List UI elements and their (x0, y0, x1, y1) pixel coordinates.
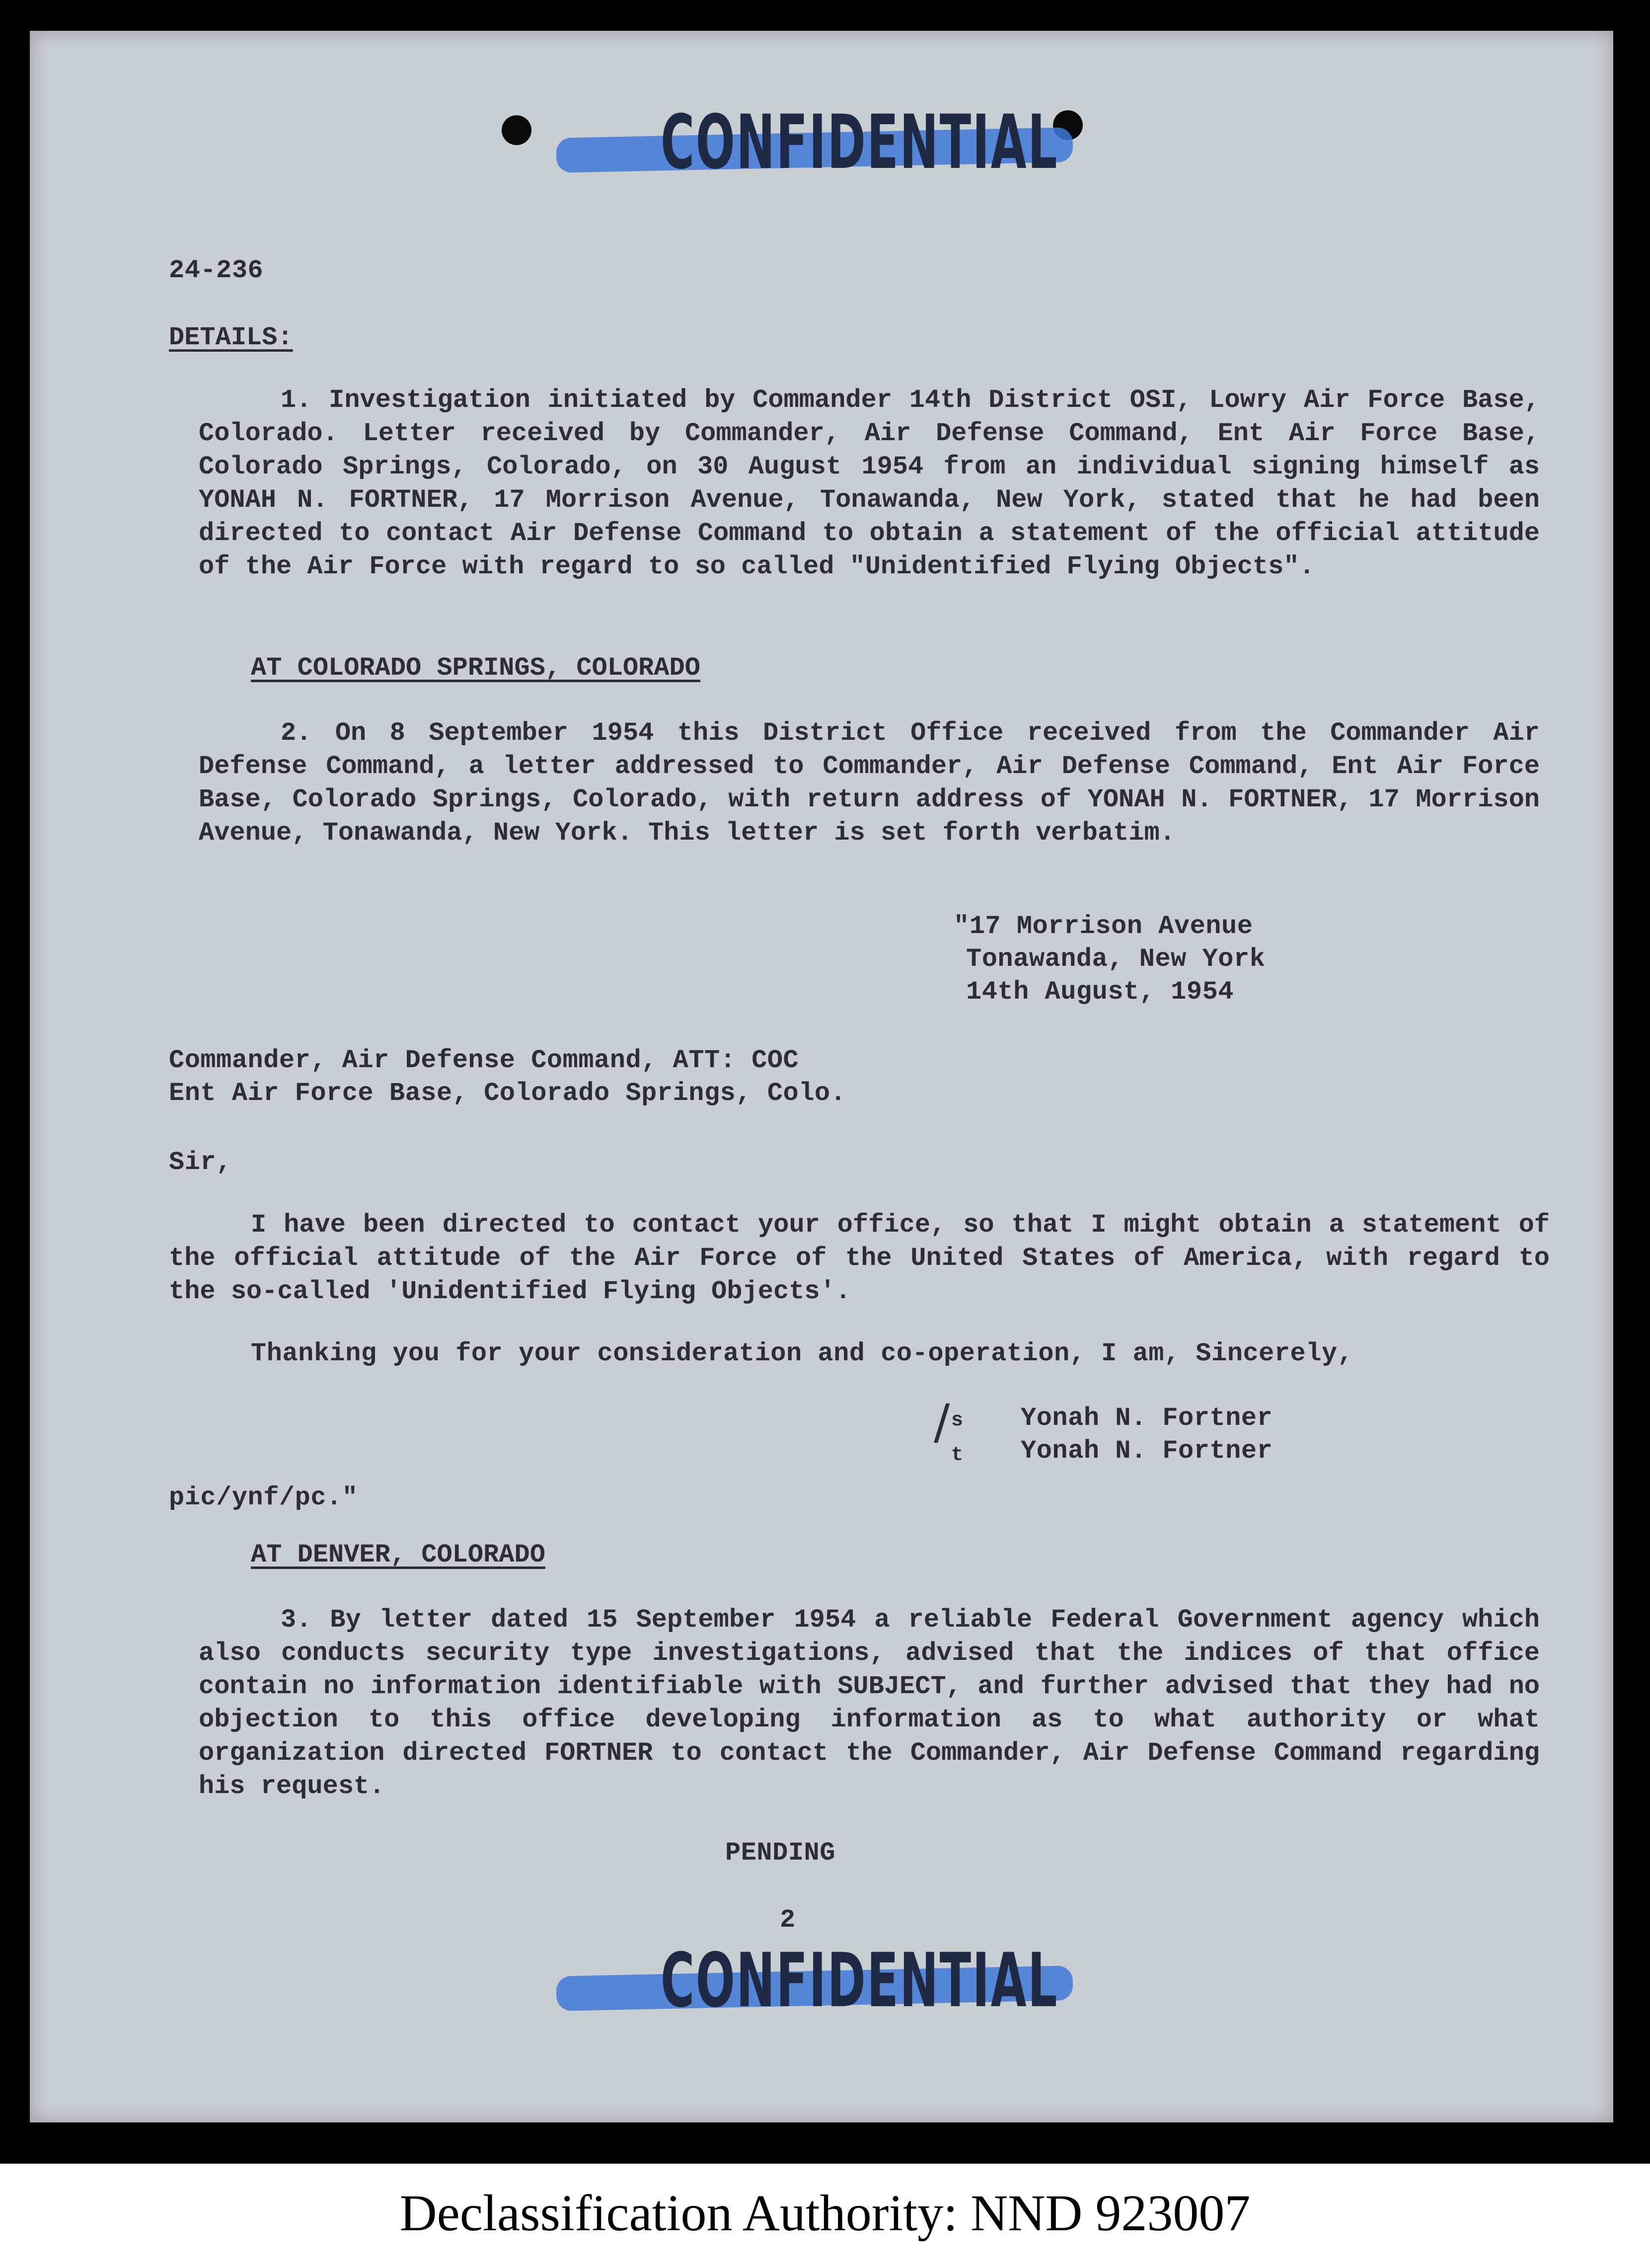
typed-name: Yonah N. Fortner (1021, 1436, 1273, 1466)
recipient-line2: Ent Air Force Base, Colorado Springs, Colo. (169, 1079, 846, 1108)
letter-closing: Thanking you for your consideration and co-operation, I am, Sincerely, (251, 1339, 1353, 1368)
punch-hole-left (502, 115, 531, 145)
signed-name: Yonah N. Fortner (1021, 1404, 1273, 1433)
confidential-stamp-bottom (566, 1938, 1063, 2024)
status-pending: PENDING (725, 1838, 835, 1868)
sig-s-mark: s (951, 1409, 964, 1432)
letter-reference: pic/ynf/pc." (169, 1483, 358, 1512)
declassification-footer: Declassification Authority: NND 923007 (399, 2185, 1251, 2242)
confidential-stamp-top (566, 99, 1063, 186)
paragraph-3: 3. By letter dated 15 September 1954 a reliable Federal Government agency which also conducts security type investigations, advised that the indices of that office contain no information identifiable with SUBJECT, and further advised that they had no objection to this office developing information as to what authority or what organization directed FORTNER to contact the Commander, Air Defense Command regarding his request. (199, 1605, 1540, 1801)
document-page (30, 31, 1613, 2122)
file-number: 24-236 (169, 256, 264, 285)
stamp-text: CONFIDENTIAL (661, 99, 1058, 186)
paragraph-1: 1. Investigation initiated by Commander 14th District OSI, Lowry Air Force Base, Colorado. Letter received by Commander, Air Defense Command, Ent Air Force Base, Colorado Springs, Colorado, on 30 August 1954 from an individual signing himself as YONAH N. FORTNER, 17 Morrison Avenue, Tonawanda, New York, stated that he had been directed to contact Air Defense Command to obtain a statement of the official attitude of the Air Force with regard to so called "Unidentified Flying Objects". (199, 386, 1540, 581)
details-heading: DETAILS: (169, 323, 293, 352)
sig-t-mark: t (951, 1444, 964, 1467)
letter-body: I have been directed to contact your office, so that I might obtain a statement of the official attitude of the Air Force of the United States of America, with regard to the so-called 'Unidentified Flying Objects'. (169, 1210, 1550, 1306)
paragraph-2: 2. On 8 September 1954 this District Office received from the Commander Air Defense Command, a letter addressed to Commander, Air Defense Command, Ent Air Force Base, Colorado Springs, Colorado, with return address of YONAH N. FORTNER, 17 Morrison Avenue, Tonawanda, New York. This letter is set forth verbatim. (199, 718, 1540, 848)
stamp-text: CONFIDENTIAL (661, 1938, 1058, 2024)
letter-address-line2: Tonawanda, New York (966, 944, 1266, 974)
page-number: 2 (780, 1905, 796, 1935)
heading-denver: AT DENVER, COLORADO (251, 1540, 545, 1569)
salutation: Sir, (169, 1148, 232, 1177)
signature-slash-mark: / (934, 1394, 950, 1450)
recipient-line1: Commander, Air Defense Command, ATT: COC (169, 1046, 799, 1075)
letter-date: 14th August, 1954 (966, 977, 1234, 1007)
letter-address-line1: "17 Morrison Avenue (954, 912, 1253, 941)
heading-colorado-springs: AT COLORADO SPRINGS, COLORADO (251, 653, 700, 683)
